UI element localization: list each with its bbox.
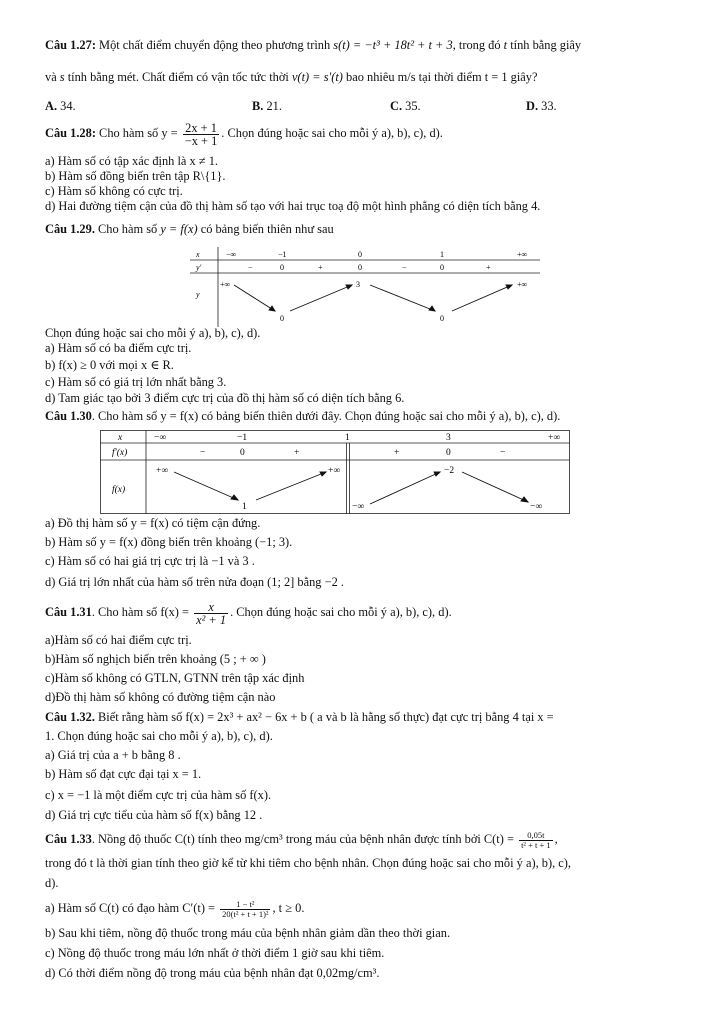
q132-item-d: d) Giá trị cực tiểu của hàm số f(x) bằng 12 . — [45, 808, 263, 822]
q129-sign: − — [248, 263, 253, 272]
q133-heading: Câu 1.33 — [45, 832, 92, 846]
q129-x-val: 1 — [440, 250, 444, 259]
q130-row-dy: f′(x) — [112, 448, 128, 458]
q133-line3: d). — [45, 876, 59, 890]
q133-derivative-fraction: $\frac{\text{1 − t²}}{\text{20(t² + t + 1)²}}$ — [222, 898, 269, 919]
q130-sign: 0 — [240, 448, 245, 458]
q129-variation-table — [190, 247, 540, 327]
q133-item-d: d) Có thời điểm nồng độ trong máu của bệnh nhân đạt 0,02mg/cm³. — [45, 966, 380, 980]
q132-item-c: c) x = −1 là một điểm cực trị của hàm số f(x). — [45, 788, 272, 802]
q127-heading: Câu 1.27: — [45, 38, 96, 52]
q132-line2: 1. Chọn đúng hoặc sai cho mỗi ý a), b), c), d). — [45, 729, 273, 743]
q129-row-dy: y′ — [196, 263, 202, 272]
q131-heading: Câu 1.31 — [45, 605, 92, 619]
q129-item-b: b) f(x) ≥ 0 với mọi x ∈ R. — [45, 358, 174, 372]
q130-sign: 0 — [446, 448, 451, 458]
q130-x-val: +∞ — [548, 433, 561, 443]
q129-row-y: y — [196, 290, 200, 299]
q131-item-c: c)Hàm số không có GTLN, GTNN trên tập xác định — [45, 671, 305, 685]
q133-item-b: b) Sau khi tiêm, nồng độ thuốc trong máu của bệnh nhân giảm dần theo thời gian. — [45, 926, 451, 940]
q133-item-c: c) Nồng độ thuốc trong máu lớn nhất ở thời điểm 1 giờ sau khi tiêm. — [45, 946, 385, 960]
q130-sign: − — [200, 448, 206, 458]
q129-y-val: +∞ — [517, 280, 528, 289]
q130-row-y: f(x) — [112, 485, 126, 495]
q128-item-c: c) Hàm số không có cực trị. — [45, 184, 183, 198]
q132-item-a: a) Giá trị của a + b bằng 8 . — [45, 748, 181, 762]
q130-y-val: 1 — [242, 502, 247, 512]
q129-sign: 0 — [440, 263, 444, 272]
q131-stem: Câu 1.31. Cho hàm số f(x) = $\frac{x}{\text{x² + 1}}$ . Chọn đúng hoặc sai cho mỗi ý a), b), c), d). — [45, 599, 452, 627]
q129-stem: Câu 1.29. Cho hàm số y = f(x) có bảng biến thiên như sau — [45, 222, 334, 236]
q129-x-val: 0 — [358, 250, 362, 259]
q129-item-d: d) Tam giác tạo bởi 3 điểm cực trị của đồ thị hàm số có diện tích bằng 6. — [45, 391, 405, 405]
q128-item-a: a) Hàm số có tập xác định là x ≠ 1. — [45, 154, 218, 168]
q130-variation-table — [100, 430, 570, 514]
q133-item-a: a) Hàm số C(t) có đạo hàm C′(t) = $\frac{\text{1 − t²}}{\text{20(t² + t + 1)²}}$ , t ≥ 0. — [45, 898, 305, 919]
q127-option-c: C. 35. — [390, 99, 421, 113]
q130-item-c: c) Hàm số có hai giá trị cực trị là −1 và 3 . — [45, 554, 255, 568]
q128-fraction: $\frac{2x + 1}{-x + 1}$ — [184, 120, 218, 148]
q127-line2: và s tính bằng mét. Chất điểm có vận tốc tức thời v(t) = s′(t) bao nhiêu m/s tại thời điểm t = 1 giây? — [45, 70, 538, 84]
q130-x-val: −1 — [237, 433, 248, 443]
q130-sign: + — [394, 448, 400, 458]
q129-y-val: 0 — [280, 314, 284, 323]
q129-row-x: x — [196, 250, 200, 259]
q131-item-a: a)Hàm số có hai điểm cực trị. — [45, 633, 192, 647]
q129-y-val: 3 — [356, 280, 360, 289]
q129-x-val: −1 — [278, 250, 287, 259]
q127-option-d: D. 33. — [526, 99, 557, 113]
q130-y-val: −∞ — [352, 502, 365, 512]
q130-sign: + — [294, 448, 300, 458]
q132-heading: Câu 1.32. — [45, 710, 95, 724]
q128-item-d: d) Hai đường tiệm cận của đồ thị hàm số tạo với hai trục toạ độ một hình phẳng có diện tích bằng 4. — [45, 199, 541, 213]
q131-item-d: d)Đồ thị hàm số không có đường tiệm cận nào — [45, 690, 276, 704]
q130-item-a: a) Đồ thị hàm số y = f(x) có tiệm cận đứng. — [45, 516, 261, 530]
q129-sign: + — [486, 263, 491, 272]
q130-x-val: −∞ — [154, 433, 167, 443]
q127-velocity: v(t) = s′(t) — [291, 70, 343, 84]
q131-item-b: b)Hàm số nghịch biến trên khoảng (5 ; + ∞ ) — [45, 652, 266, 666]
q128-heading: Câu 1.28: — [45, 126, 96, 140]
q133-stem: Câu 1.33. Nồng độ thuốc C(t) tính theo mg/cm³ trong máu của bệnh nhân được tính bởi C(t) = $\frac{0,05t}{\text{t² + t + 1}}$ , — [45, 829, 558, 850]
q132-item-b: b) Hàm số đạt cực đại tại x = 1. — [45, 767, 202, 781]
q127-option-b: B. 21. — [252, 99, 282, 113]
q130-item-b: b) Hàm số y = f(x) đồng biến trên khoảng (−1; 3). — [45, 535, 293, 549]
q128-stem: Câu 1.28: Cho hàm số y = $\frac{2x + 1}{-x + 1}$ . Chọn đúng hoặc sai cho mỗi ý a), b), c), d). — [45, 120, 443, 148]
q129-heading: Câu 1.29. — [45, 222, 95, 236]
q130-x-val: 3 — [446, 433, 451, 443]
q129-sign: + — [318, 263, 323, 272]
q129-item-c: c) Hàm số có giá trị lớn nhất bằng 3. — [45, 375, 227, 389]
q130-stem: Câu 1.30. Cho hàm số y = f(x) có bảng biến thiên dưới đây. Chọn đúng hoặc sai cho mỗi ý a), b), c), d). — [45, 409, 561, 423]
q130-row-x: x — [118, 433, 123, 443]
q127-option-a: A. 34. — [45, 99, 76, 113]
q129-x-val: +∞ — [517, 250, 528, 259]
q130-sign: − — [500, 448, 506, 458]
q129-sign: 0 — [358, 263, 362, 272]
q130-item-d: d) Giá trị lớn nhất của hàm số trên nửa đoạn (1; 2] bằng −2 . — [45, 575, 344, 589]
q129-x-val: −∞ — [226, 250, 237, 259]
q130-x-val: 1 — [345, 433, 350, 443]
q133-line2: trong đó t là thời gian tính theo giờ kể từ khi tiêm cho bệnh nhân. Chọn đúng hoặc sai cho mỗi ý a), b), c), — [45, 856, 572, 870]
q130-y-val: +∞ — [156, 466, 169, 476]
q129-sign: − — [402, 263, 407, 272]
q129-y-val: 0 — [440, 314, 444, 323]
q132-line1: Câu 1.32. Biết rằng hàm số f(x) = 2x³ + ax² − 6x + b ( a và b là hằng số thực) đạt cực trị bằng 4 tại x = — [45, 710, 554, 724]
q130-heading: Câu 1.30 — [45, 409, 92, 423]
q127-equation: s(t) = −t³ + 18t² + t + 3 — [333, 38, 453, 52]
q128-item-b: b) Hàm số đồng biến trên tập R\{1}. — [45, 169, 226, 183]
q129-intro: Chọn đúng hoặc sai cho mỗi ý a), b), c), d). — [45, 326, 261, 340]
q127-line1: Câu 1.27: Một chất điểm chuyển động theo phương trình s(t) = −t³ + 18t² + t + 3, trong đó t tính bằng giây — [45, 38, 582, 52]
q129-item-a: a) Hàm số có ba điểm cực trị. — [45, 341, 192, 355]
q130-y-val: −∞ — [530, 502, 543, 512]
q130-y-val: −2 — [444, 466, 455, 476]
q131-fraction: $\frac{x}{\text{x² + 1}}$ — [196, 599, 227, 627]
q129-sign: 0 — [280, 263, 284, 272]
q130-y-val: +∞ — [328, 466, 341, 476]
q133-fraction: $\frac{0,05t}{\text{t² + t + 1}}$ — [521, 829, 551, 850]
q129-y-val: +∞ — [220, 280, 231, 289]
